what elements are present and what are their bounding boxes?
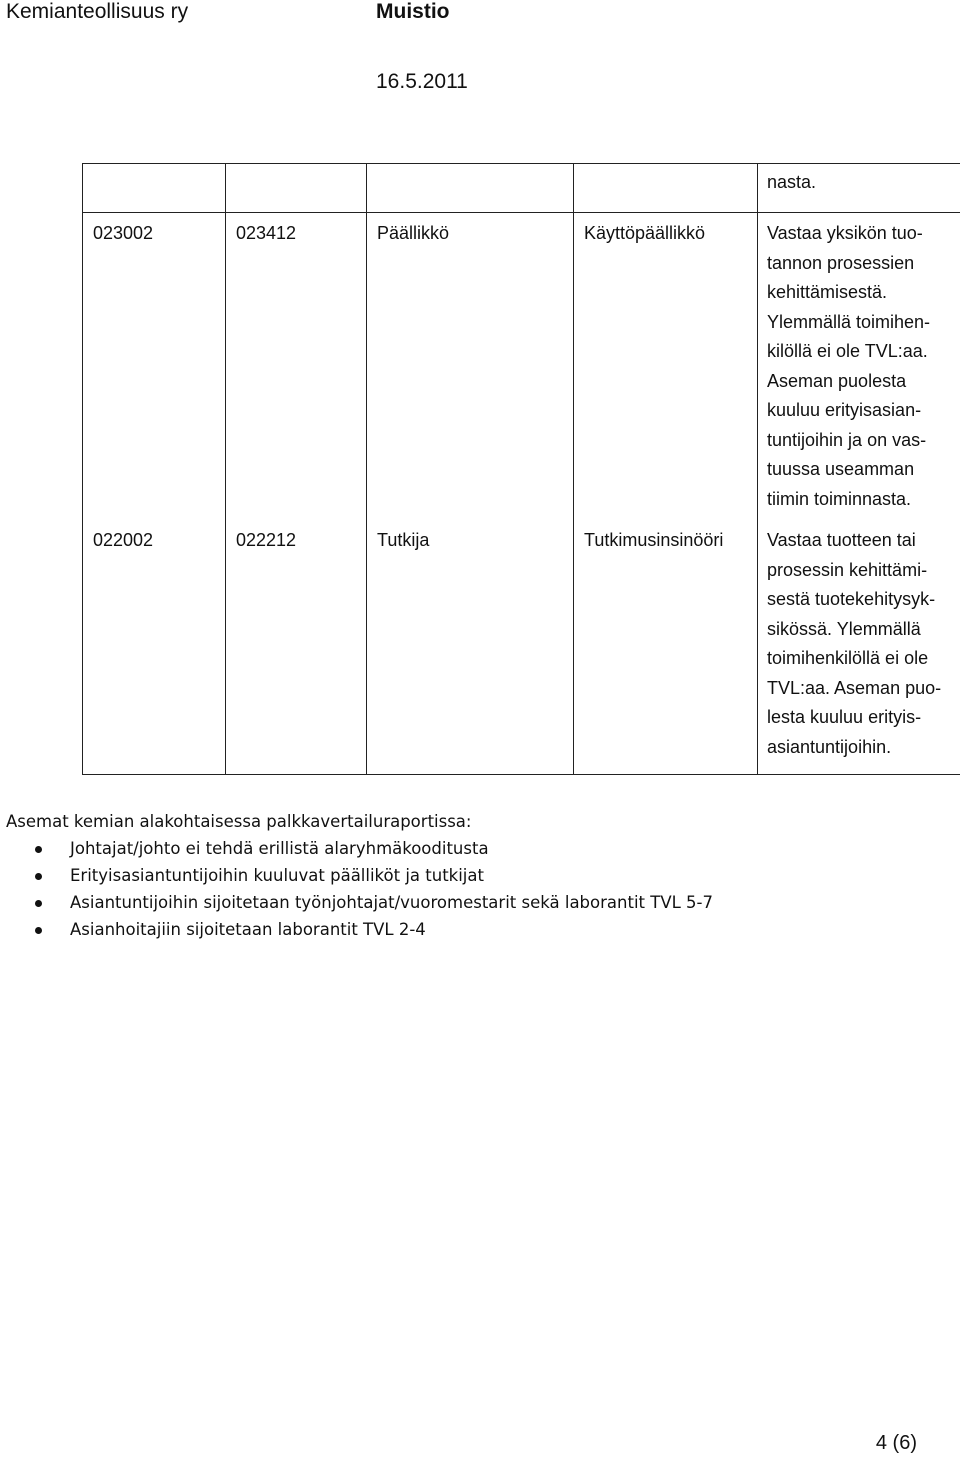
table-cell: nasta.	[758, 164, 960, 213]
bullet-icon	[35, 927, 42, 934]
document-date: 16.5.2011	[376, 70, 468, 93]
page-number: 4 (6)	[875, 1432, 917, 1454]
list-item	[6, 862, 946, 889]
table-cell: 022212	[226, 520, 367, 775]
table-cell	[367, 164, 574, 213]
organization-name: Kemianteollisuus ry	[6, 0, 189, 23]
table-cell: 023412	[226, 213, 367, 521]
table-cell: 023002	[83, 213, 226, 521]
table-cell: Käyttöpäällikkö	[574, 213, 758, 521]
table-cell	[226, 164, 367, 213]
table-cell: Tutkimusinsinööri	[574, 520, 758, 775]
list-item	[6, 916, 946, 943]
list-item-text: Asiantuntijoihin sijoitetaan työnjohtajat/vuoromestarit sekä laborantit TVL 5-7	[70, 893, 713, 912]
positions-table	[82, 163, 960, 775]
bullet-icon	[35, 873, 42, 880]
table-row	[83, 213, 960, 521]
list-item-text: Asianhoitajiin sijoitetaan laborantit TVL 2-4	[70, 920, 426, 939]
document-title: Muistio	[376, 0, 450, 23]
table-cell: Vastaa tuotteen tai prosessin kehittämi- sestä tuotekehitysyk- sikössä. Ylemmällä toimihenkilöllä ei ole TVL:aa. Aseman puo- lesta kuuluu erityis- asiantuntijoihin.	[758, 520, 960, 775]
notes-intro: Asemat kemian alakohtaisessa palkkavertailuraportissa:	[6, 812, 472, 831]
table-cell	[83, 164, 226, 213]
bullet-icon	[35, 900, 42, 907]
list-item	[6, 889, 946, 916]
notes-list	[6, 835, 946, 943]
table-row	[83, 164, 960, 213]
table-cell: Päällikkö	[367, 213, 574, 521]
list-item-text: Erityisasiantuntijoihin kuuluvat päälliköt ja tutkijat	[70, 866, 484, 885]
table-cell: Tutkija	[367, 520, 574, 775]
list-item	[6, 835, 946, 862]
notes-section	[6, 808, 946, 943]
table-cell: Vastaa yksikön tuo- tannon prosessien kehittämisestä. Ylemmällä toimihen- kilöllä ei ole TVL:aa. Aseman puolesta kuuluu erityisasian- tuntijoihin ja on vas- tuussa useamman tiimin toiminnasta.	[758, 213, 960, 521]
table-cell: 022002	[83, 520, 226, 775]
table-cell	[574, 164, 758, 213]
table-row	[83, 520, 960, 775]
list-item-text: Johtajat/johto ei tehdä erillistä alaryhmäkooditusta	[70, 839, 489, 858]
bullet-icon	[35, 846, 42, 853]
